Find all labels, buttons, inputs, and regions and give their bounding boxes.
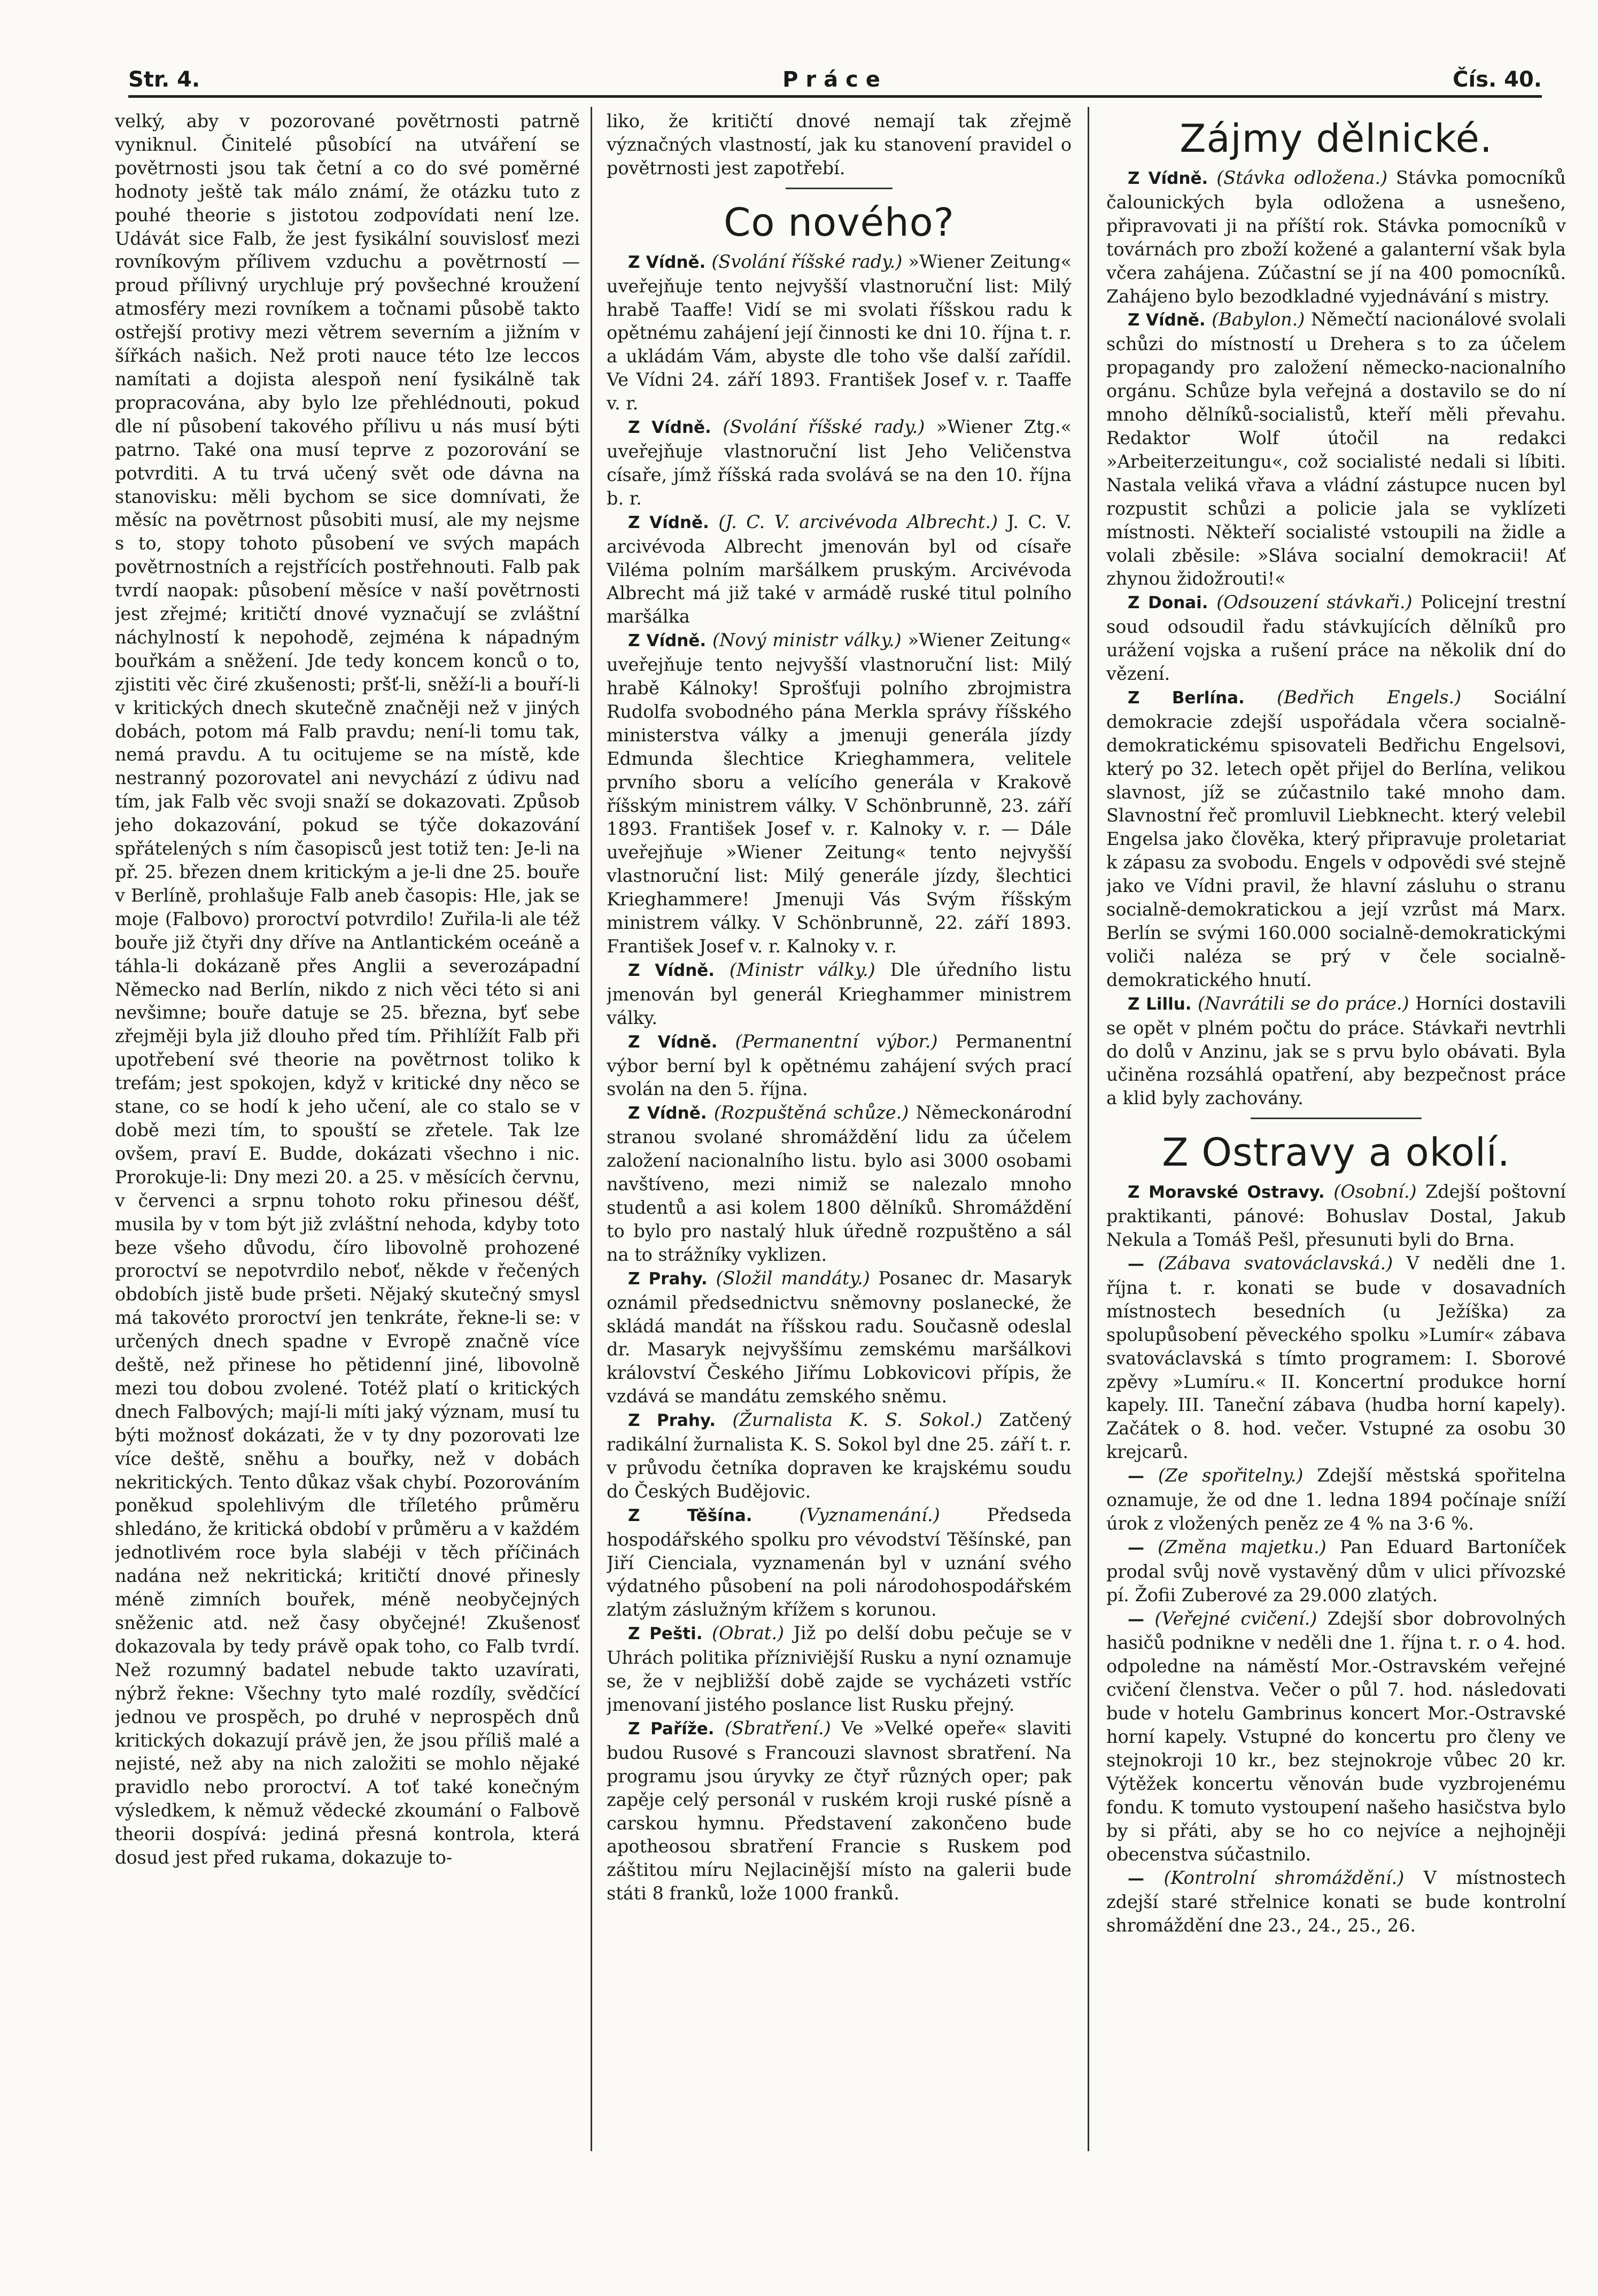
news-item-place: Z Vídně. — [628, 1032, 718, 1052]
news-item-title: (Permanentní výbor.) — [735, 1030, 938, 1052]
news-item — [1106, 686, 1566, 992]
news-item-title: (Sbratření.) — [724, 1717, 831, 1739]
news-item-text: Permanentní výbor berní byl k opětnému zahájení svých prací svolán na den 5. října. — [607, 1030, 1072, 1100]
newspaper-title: Práce — [782, 67, 888, 92]
news-item-place: Z Pešti. — [628, 1624, 703, 1644]
news-item-text: Pan Eduard Bartoníček prodal svůj nově vystavěný dům v ulici přívozské pí. Žofii Zuberové za 29.000 zlatých. — [1106, 1536, 1566, 1605]
news-item-title: (Žurnalista K. S. Sokol.) — [732, 1409, 982, 1431]
news-item-title: (Svolání říšské rady.) — [711, 251, 903, 272]
news-item-title: (Ze spořitelny.) — [1158, 1465, 1304, 1486]
news-item — [607, 1408, 1072, 1503]
news-item — [1106, 1607, 1566, 1866]
article-text: velký, aby v pozorované povětrnosti patrně vyniknul. Činitelé působící na utváření se povětrnosti jsou tak četní a co do své poměrné hodnoty ještě tak málo známí, že otázku tuto z pouhé theorie s jistotou zodpovídati není lze. Udávát sice Falb, že jest fysikální souvislosť mezi rovníkovým přílivem vzduchu a povětrností — proud přílivný urychluje prý povšechné kroužení atmosféry mezi rovníkem a točnami působě takto ostřejší protivy mezi větrem severním a jižním v šířkách našich. Než proti nauce této lze leccos namítati a dojista alespoň není fysikálně tak propracována, aby bylo lze přehlédnouti, pokud dle ní působení takového přílivu u nás musí býti patrno. Také ona musí teprve z pozorování se potvrditi. A tu trvá učený svět ode dávna na stanovisku: měli bychom se sice domnívati, že měsíc na povětrnost působiti musí, ale my nejsme s to, stopy tohoto působení ve svých mapách povětrnostních a rejstřících postřehnouti. Falb pak tvrdí naopak: působení měsíce v naší povětrnosti jest zřejmé; kritičtí dnové vyznačují se zvláštní náchylností k nepohodě, zejména k nápadným bouřkám a sněžení. Jde tedy koncem konců o to, zjistiti věc čiré zkušenosti; pršť-li, sněží-li a bouří-li v kritických dnech skutečně značněji než v jiných dobách, potom má Falb pravdu; není-li tomu tak, nemá pravdu. A tu ocitujeme se na místě, kde nestranný pozorovatel ani nevychází z údivu nad tím, jak Falb věc svoji snaží se dokazovati. Způsob jeho dokazování, pokud se týče dokazování spřátelených s ním časopisců jest totiž ten: Je-li na př. 25. březen dnem kritickým a je-li dne 25. bouře v Berlíně, prohlašuje Falb aneb časopis: Hle, jak se moje (Falbovo) proroctví potvrdilo! Zuřila-li ale též bouře již čtyři dny dříve na Antlantickém oceáně a táhla-li dokázaně přes Anglii a severozápadní Německo nad Berlín, nikdo z nich věci této si ani nevšimne; bouře datuje se 25. března, byť sebe zřejměji byla již dlouho před tím. Přihlížít Falb při upotřebení své theorie na povětrnost toliko k trefám; jest spokojen, když v kritické dny něco se stane, co se hodí k jeho učení, ale co stalo se v době mezi tím, to spouští se zřetele. Tak lze ovšem, praví E. Budde, dokázati všechno i nic. Prorokuje-li: Dny mezi 20. a 25. v měsících červnu, v červenci a srpnu tohoto roku přinesou déšť, musila by v tom být již zvláštní nehoda, kdyby toto beze všeho důvodu, číro libovolně prohozené proroctví se nepotvrdilo neboť, někde v řečených obdobích jistě bude pršeti. Nějaký skutečný smysl má takovéto proroctví jen tenkráte, řekne-li se: v určených dnech spadne v Evropě značně více deště, než přinese ho pětidenní jiné, libovolně mezi tou dobou zvolené. Totéž platí o kritických dnech Falbových; mají-li míti jaký význam, musí tu býti možnosť dokázati, že v ty dny pozorovati lze více deště, sněhu a bouřky, než v dobách nekritických. Tento důkaz však chybí. Pozorováním poněkud spolehlivým dle tříletého průměru shledáno, že kritická období v průměru a v každém jednotlivém roce byla slabéji v těch příčinách nadána než nekritická; kritičtí dnové přinesly méně zimních bouřek, méně neobyčejných sněženic atd. než časy obyčejné! Zkušenosť dokazovala by tedy právě opak toho, co Falb tvrdí. Než rozumný badatel nebude takto uzavírati, nýbrž řekne: Všechny tyto malé rozdíly, svědčící jednou ve prospěch, po druhé v neprospěch dnů kritických dokazují právě jen, že jsou příliš malé a nejisté, než aby na nich založiti se mohlo nějaké pravidlo nebo proroctví. A toť také konečným výsledkem, k němuž vědecké zkoumání o Falbově theorii dospívá: jediná přesná kontrola, která dosud jest před rukama, dokazuje to- — [115, 111, 580, 1868]
news-item-place: Z Vídně. — [628, 252, 706, 272]
news-item-text: V neděli dne 1. října t. r. konati se bude v dosavadních místnostech besedních (u Ježíška) za spolupůsobení pěveckého spolku »Lumír« zábava svatováclavská s tímto programem: I. Sborové zpěvy »Lumíru.« II. Koncertní produkce horní kapely. III. Taneční zábava (hudba horní kapely). Začátek o 8. hod. večer. Vstupné za osobu 30 krejcarů. — [1106, 1252, 1566, 1463]
news-item-title: (Nový ministr války.) — [712, 630, 902, 651]
news-item-text: Zdejší sbor dobrovolných hasičů podnikne v neděli dne 1. října t. r. o 4. hod. odpoledne na náměstí Mor.-Ostravském veřejné cvičení členstva. Večer o půl 7. hod. následovati bude v hotelu Gambrinus koncert Mor.-Ostravské horní kapely. Vstupné do koncertu pro členy ve stejnokroji 10 kr., bez stejnokroje vůbec 20 kr. Výtěžek koncertu věnován bude vyzbrojenému fondu. K tomuto vystoupení našeho hasičstva bylo by si přáti, aby se ho co nejvíce a nejhojněji obecenstva súčastnilo. — [1106, 1608, 1566, 1865]
news-item-text: Stávka pomocníků čalounických byla odložena a usnešeno, připravovati ji na příští rok. Stávka pomocníků v továrnách pro zboží kožené a galanterní však byla včera zahájena. Zúčastní se jí na 400 pomocníků. Zahájeno bylo bezodkladné vyjednávání s mistry. — [1106, 167, 1566, 307]
divider — [786, 188, 893, 189]
news-item-title: (Změna majetku.) — [1158, 1536, 1327, 1557]
page-number: Str. 4. — [128, 67, 200, 92]
news-item-title: (Vyznamenání.) — [799, 1504, 940, 1525]
news-item-title: (Odsouzení stávkaři.) — [1216, 592, 1413, 613]
news-item-text: Zdejší poštovní praktikanti, pánové: Bohuslav Dostal, Jakub Nekula a Tomáš Pešl, přesunuti byli do Brna. — [1106, 1181, 1566, 1251]
section-heading-news: Co nového? — [724, 199, 955, 245]
news-item-text: Policejní trestní soud odsoudil řadu stávkujících dělníků pro urážení vojska a rušení práce na několik dní do vězení. — [1106, 592, 1566, 685]
news-item-title: (Kontrolní shromáždění.) — [1163, 1867, 1405, 1888]
news-item-place: Z Těšína. — [628, 1506, 753, 1525]
news-item-place: Z Berlína. — [1128, 688, 1245, 708]
column-rule — [591, 107, 592, 2151]
news-item-place: Z Vídně. — [628, 631, 707, 651]
news-item — [1106, 166, 1566, 308]
news-item — [607, 250, 1072, 415]
news-item-text: Ve »Velké opeře« slaviti budou Rusové s Francouzi slavnost sbratření. Na programu jsou úryvky ze čtyř různých oper; pak zapěje celý personál v ruském kroji ruské písně a carskou hymnu. Představení zakončeno bude apotheosou sbratření Francie s Ruskem pod záštitou míru Nejlacinější místo na galerii bude státi 8 franků, lože 1000 franků. — [607, 1717, 1072, 1904]
news-item-title: (Rozpuštěná schůze.) — [713, 1102, 909, 1123]
issue-number: Čís. 40. — [1453, 67, 1542, 92]
news-item-place: Z Moravské Ostravy. — [1128, 1183, 1325, 1203]
news-item-text: Sociální demokracie zdejší uspořádala včera socialně-demokratickému spisovateli Bedřichu Engelsovi, který po 32. letech opět přijel do Berlína, velikou slavnost, jíž se zúčastnilo také mnoho dam. Slavnostní řeč promluvil Liebknecht. který velebil Engelsa jako člověka, který připravuje proletariat k zápasu za svobodu. Engels v odpovědi své stejně jako ve Vídni pravil, že hlavní zásluhu o stranu socialně-demokratickou a její vzrůst má Marx. Berlín se svými 160.000 socialně-demokratickými voliči naléza se prý v čele socialně-demokratického hnutí. — [1106, 686, 1566, 990]
news-item-place: Z Vídně. — [628, 513, 709, 532]
news-item-place: Z Prahy. — [628, 1411, 716, 1431]
news-item-title: (Ministr války.) — [729, 959, 875, 980]
news-item-title: (Zábava svatováclavská.) — [1158, 1252, 1393, 1274]
news-item-place: Z Vídně. — [1128, 169, 1208, 188]
news-item-place: Z Lillu. — [1128, 994, 1192, 1014]
news-item-place: Z Prahy. — [628, 1269, 708, 1289]
news-item-place: Z Donai. — [1128, 593, 1208, 613]
article-continuation: liko, že kritičtí dnové nemají tak zřejmě význačných vlastností, jak ku stanovení pravidel o povětrnosti jest zapotřebí. — [607, 111, 1072, 179]
news-item-text: »Wiener Zeitung« uveřejňuje tento nejvyšší vlastnoruční list: Milý hrabě Taaffe! Vidí se mi svolati říšskou radu k opětnému zahájení její činnosti ke dni 10. října t. r. a ukládám Vám, abyste dle toho vše další zařídil. Ve Vídni 24. září 1893. František Josef v. r. Taaffe v. r. — [607, 251, 1072, 414]
news-item-title: (Stávka odložena.) — [1216, 167, 1388, 188]
news-item-place: Z Vídně. — [628, 1104, 707, 1123]
news-item — [1106, 1535, 1566, 1607]
news-item — [607, 1030, 1072, 1102]
news-item — [607, 958, 1072, 1030]
page-header — [128, 63, 1542, 98]
news-item-text: Dle úředního listu jmenován byl generál Krieghammer ministrem války. — [607, 959, 1072, 1028]
news-item — [1106, 992, 1566, 1111]
news-item — [1106, 1180, 1566, 1252]
section-heading-labor: Zájmy dělnické. — [1180, 116, 1493, 161]
news-item-place: Z Vídně. — [1128, 311, 1206, 330]
news-item-place: — — [1128, 1868, 1144, 1888]
news-item — [607, 1101, 1072, 1266]
news-item-title: (Navrátili se do práce.) — [1198, 992, 1409, 1014]
news-item-text: Zatčený radikální žurnalista K. S. Sokol byl dne 25. září t. r. v průvodu četníka dopraven ke krajskému soudu do Českých Budějovic. — [607, 1409, 1072, 1502]
news-item-text: V místnostech zdejší staré střelnice konati se bude kontrolní shromáždění dne 23., 24., 25., 26. — [1106, 1867, 1566, 1936]
news-item-title: (Obrat.) — [711, 1623, 785, 1644]
news-item — [1106, 1252, 1566, 1464]
news-item-text: Německonárodní stranou svolané shromáždění lidu za účelem založení nacionalního listu. bylo asi 3000 osobami navštíveno, mezi nimiž se nalezalo mnoho studentů a asi kolem 1800 dělníků. Shromáždění to bylo pro nastalý hluk úředně rozpuštěno a sál na to strážníky vyklizen. — [607, 1102, 1072, 1265]
news-item-title: (Babylon.) — [1212, 309, 1305, 330]
news-item-place: — — [1128, 1609, 1144, 1629]
news-item — [607, 1503, 1072, 1622]
news-item — [1106, 1866, 1566, 1938]
column-2 — [607, 110, 1072, 2247]
news-item — [607, 1717, 1072, 1905]
news-item-place: Z Vídně. — [628, 418, 711, 438]
news-item-place: — — [1128, 1467, 1144, 1486]
news-item-text: Horníci dostavili se opět v plném počtu do práce. Stávkaři nevtrhli do dolů v Anzinu, jak se s prvu bylo obávati. Byla učiněna rozsáhlá opatření, aby bezpečnost práce a klid byly zachovány. — [1106, 992, 1566, 1109]
news-item-text: Již po delší dobu pečuje se v Uhrách politika přízniviější Rusku a nyní oznamuje se, že v nejbližší době zajde se vycházeti vstříc jmenovaní jistého poslance list Rusku přejný. — [607, 1623, 1072, 1715]
news-item-place: Z Vídně. — [628, 960, 715, 980]
news-item — [1106, 591, 1566, 686]
news-item — [1106, 308, 1566, 591]
news-item-text: Předseda hospodářského spolku pro vévodství Těšínské, pan Jiří Cienciala, vyznamenán byl v uznání svého výdatného působení na poli národohospodářském zlatým záslužným křížem s korunou. — [607, 1504, 1072, 1620]
section-heading-ostrava: Z Ostravy a okolí. — [1162, 1130, 1510, 1175]
news-item-title: (J. C. V. arcivévoda Albrecht.) — [718, 511, 998, 532]
labor-news-list — [1106, 166, 1566, 1110]
news-item-text: »Wiener Ztg.« uveřejňuje vlastnoruční list Jeho Veličenstva císaře, jímž říšská rada svolává se na den 10. října b. r. — [607, 416, 1072, 509]
divider — [1251, 1118, 1422, 1119]
news-item-title: (Bedřich Engels.) — [1277, 686, 1462, 708]
news-item — [607, 1267, 1072, 1408]
news-item-place: Z Paříže. — [628, 1719, 715, 1739]
news-item-text: Posanec dr. Masaryk oznámil předsednictvu sněmovny poslanecké, že skládá mandát na říšskou radu. Současně odeslal dr. Masaryk nejvyššímu zemskému maršálkovi království Českého Jiřímu Lobkovicovi přípis, že vzdává se mandátu zemského sněmu. — [607, 1267, 1072, 1407]
news-item-title: (Složil mandáty.) — [716, 1267, 870, 1289]
news-item — [607, 510, 1072, 629]
news-item-title: (Svolání říšské rady.) — [723, 416, 925, 438]
column-3 — [1106, 110, 1566, 2247]
news-item-text: J. C. V. arcivévoda Albrecht jmenován byl od císaře Viléma polním maršálkem pruským. Arcivévoda Albrecht má již také v armádě ruské titul polního maršálka — [607, 511, 1072, 627]
news-item — [607, 629, 1072, 958]
column-rule — [1088, 107, 1089, 2151]
ostrava-news-list — [1106, 1180, 1566, 1937]
news-item — [607, 1622, 1072, 1717]
news-item-text: »Wiener Zeitung« uveřejňuje tento nejvyšší vlastnoruční list: Milý hrabě Kálnoky! Sprošťuji polního zbrojmistra Rudolfa svobodného pána Merkla správy říšského ministerstva války a jmenuji generála jízdy Edmunda šlechtice Krieghammera, velitele prvního sboru a velícího generála v Krakově říšským ministrem války. V Schönbrunně, 23. září 1893. František Josef v. r. Kalnoky v. r. — Dále uveřejňuje »Wiener Zeitung« tento nejvyšší vlastnoruční list: Milý generále jízdy, šlechtici Krieghammere! Jmenuji Vás Svým říšským ministrem války. V Schönbrunně, 22. září 1893. František Josef v. r. Kalnoky v. r. — [607, 630, 1072, 957]
news-item-place: — — [1128, 1538, 1144, 1557]
news-list — [607, 250, 1072, 1905]
news-item — [607, 415, 1072, 510]
news-item-place: — — [1128, 1254, 1144, 1274]
news-item — [1106, 1464, 1566, 1535]
news-item-text: Němečtí nacionálové svolali schůzi do místností u Drehera s to za účelem propagandy pro založení německo-nacionalního orgánu. Schůze byla veřejná a dostavilo se do ní mnoho dělníků-socialistů, kteří měli převahu. Redaktor Wolf útočil na redakci »Arbeiterzeitungu«, což socialisté nedali si líbiti. Nastala veliká vřava a vládní zástupce nucen byl rozpustit schůzi a policie jala se vyklízeti místnosti. Někteří socialisté vstoupili na židle a volali zběsile: »Sláva socialní demokracii! Ať zhynou židožrouti!« — [1106, 309, 1566, 589]
news-item-title: (Veřejné cvičení.) — [1154, 1608, 1317, 1629]
news-item-title: (Osobní.) — [1333, 1181, 1417, 1203]
news-item-text: Zdejší městská spořitelna oznamuje, že od dne 1. ledna 1894 počínaje sníží úrok z vložených peněz ze 4 % na 3·6 %. — [1106, 1465, 1566, 1534]
column-1 — [115, 110, 580, 2247]
